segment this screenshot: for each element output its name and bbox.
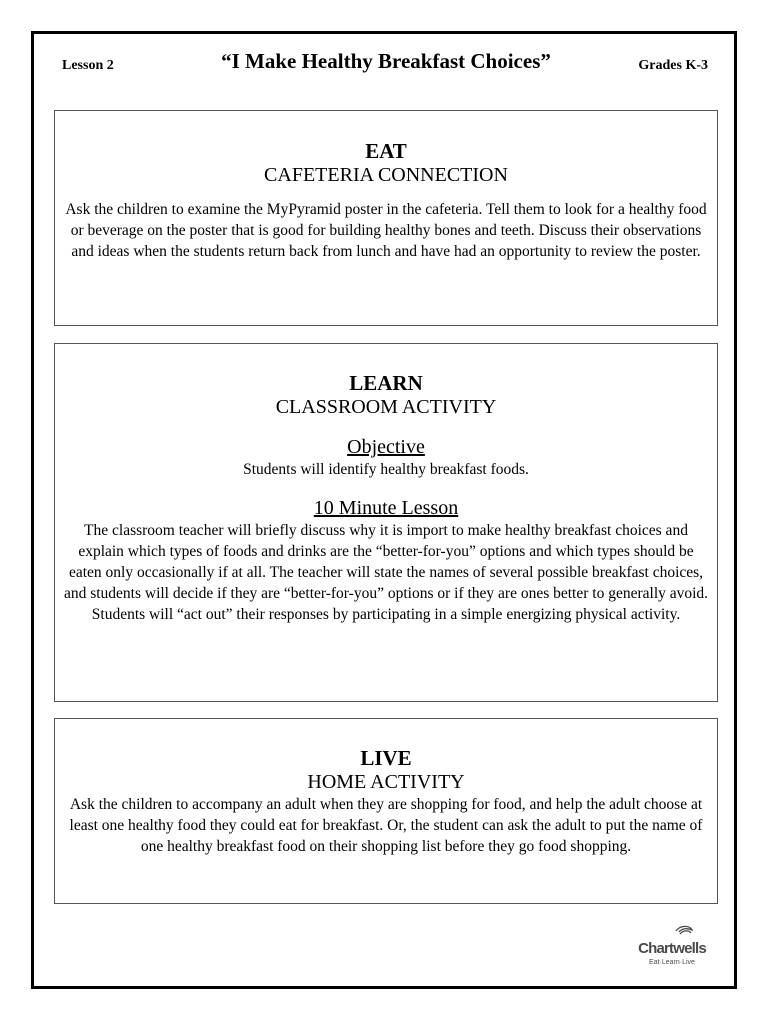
page-title: “I Make Healthy Breakfast Choices”	[221, 49, 551, 73]
lesson-heading: 10 Minute Lesson	[313, 497, 459, 519]
eat-heading: EAT	[365, 139, 407, 163]
eat-subheading: CAFETERIA CONNECTION	[264, 164, 508, 186]
learn-section	[54, 343, 718, 702]
header	[34, 34, 734, 104]
live-body: Ask the children to accompany an adult when they are shopping for food, and help the adult choose at least one healthy food they could eat for breakfast. Or, the student can ask the adult to put the name of one healthy breakfast food on their shopping list before they go food shopping.	[69, 796, 703, 855]
grade-level: Grades K-3	[638, 58, 708, 73]
eat-section	[54, 110, 718, 326]
learn-subheading: CLASSROOM ACTIVITY	[275, 396, 497, 418]
page-frame	[31, 31, 737, 989]
live-heading: LIVE	[360, 746, 412, 770]
logo-tagline: Eat·Learn·Live	[649, 959, 695, 966]
eat-body: Ask the children to examine the MyPyramid poster in the cafeteria. Tell them to look for a healthy food or beverage on the poster that is good for building healthy bones and teeth. Discuss their observations and ideas when the students return back from lunch and have had an opportunity to review the poster.	[65, 201, 707, 260]
logo-name: Chartwells	[638, 940, 706, 957]
objective-body: Students will identify healthy breakfast foods.	[243, 461, 529, 478]
live-subheading: HOME ACTIVITY	[307, 771, 465, 793]
chartwells-logo	[636, 922, 708, 970]
lesson-body: The classroom teacher will briefly discuss why it is import to make healthy breakfast choices and explain which types of foods and drinks are the “better-for-you” options and which types should be eaten only occasionally if at all. The teacher will state the names of several possible breakfast choices, and students will decide if they are “better-for-you” options or if they are ones better to generally avoid. Students will “act out” their responses by participating in a simple energizing physical activity.	[63, 522, 709, 623]
lesson-number: Lesson 2	[62, 58, 114, 73]
live-section	[54, 718, 718, 904]
objective-heading: Objective	[347, 436, 425, 458]
learn-heading: LEARN	[349, 371, 423, 395]
